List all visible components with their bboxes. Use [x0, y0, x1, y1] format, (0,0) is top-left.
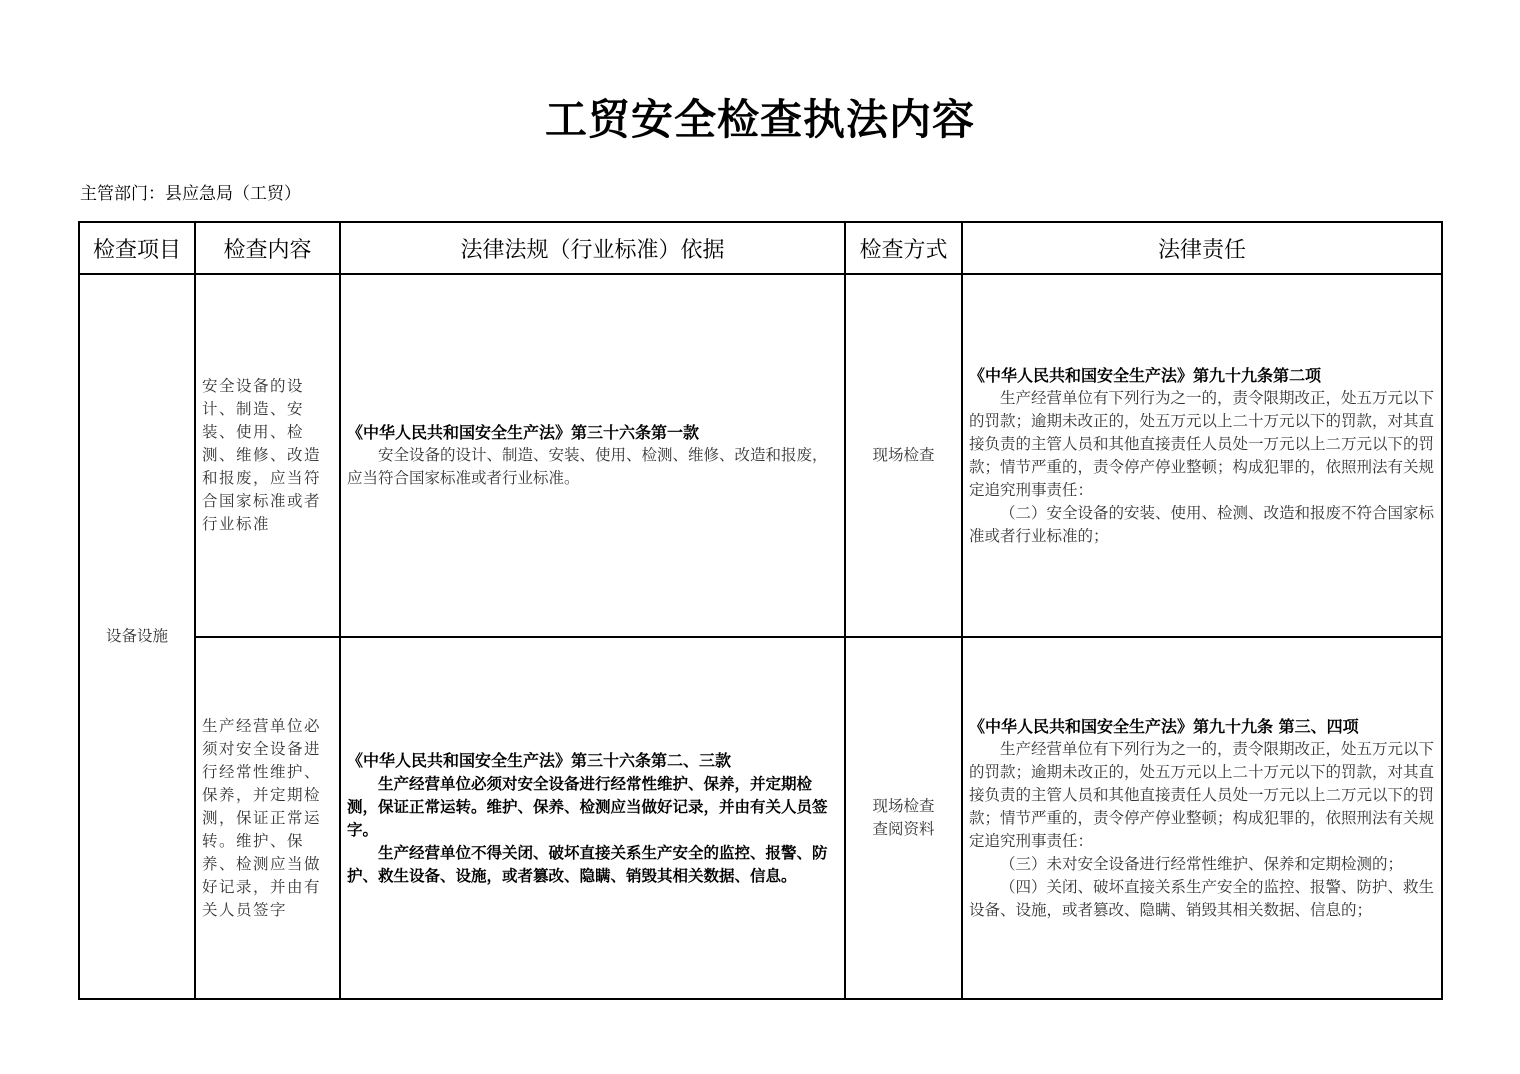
header-basis: 法律法规（行业标准）依据: [340, 222, 845, 274]
header-content: 检查内容: [195, 222, 340, 274]
liability-paragraph: （三）未对安全设备进行经常性维护、保养和定期检测的；: [1000, 854, 1404, 873]
basis-cell: [340, 274, 845, 637]
basis-cell: [340, 637, 845, 999]
header-liability: 法律责任: [962, 222, 1442, 274]
liability-reference: 《中华人民共和国安全生产法》第九十九条 第三、四项: [969, 716, 1359, 736]
liability-cell: [962, 274, 1442, 637]
page-title: 工贸安全检查执法内容: [544, 95, 975, 144]
header-item: 检查项目: [79, 222, 195, 274]
basis-reference: 《中华人民共和国安全生产法》第三十六条第一款: [347, 423, 700, 442]
liability-cell: [962, 637, 1442, 999]
method-cell: [845, 637, 962, 999]
basis-paragraph: 生产经营单位必须对安全设备进行经常性维护、保养，并定期检测，保证正常运转。维护、保养、检测应当做好记录，并由有关人员签字。: [347, 774, 828, 839]
liability-paragraph: （二）安全设备的安装、使用、检测、改造和报废不符合国家标准或者行业标准的；: [969, 503, 1435, 545]
content-cell: 安全设备的设计、制造、安装、使用、检测、维修、改造和报废，应当符合国家标准或者行业标准: [195, 274, 340, 637]
department-label: 主管部门：县应急局（工贸）: [80, 184, 301, 204]
liability-reference: 《中华人民共和国安全生产法》第九十九条第二项: [969, 365, 1322, 385]
method-cell: [845, 274, 962, 637]
basis-paragraph: 安全设备的设计、制造、安装、使用、检测、维修、改造和报废，应当符合国家标准或者行业标准。: [347, 446, 828, 487]
liability-paragraph: 生产经营单位有下列行为之一的，责令限期改正，处五万元以下的罚款；逾期未改正的，处五万元以上二十万元以下的罚款，对其直接负责的主管人员和其他直接责任人员处一万元以上二万元以下的罚款；情节严重的，责令停产停业整顿；构成犯罪的，依照刑法有关规定追究刑事责任：: [969, 388, 1435, 499]
item-cell: 设备设施: [79, 274, 195, 999]
table-header-row: [79, 222, 1442, 274]
method-line: 现场检查: [872, 446, 935, 464]
basis-reference: 《中华人民共和国安全生产法》第三十六条第二、三款: [347, 751, 732, 770]
basis-paragraph: 生产经营单位不得关闭、破坏直接关系生产安全的监控、报警、防护、救生设备、设施，或者篡改、隐瞒、销毁其相关数据、信息。: [347, 843, 828, 885]
header-method: 检查方式: [845, 222, 962, 274]
liability-paragraph: 生产经营单位有下列行为之一的，责令限期改正，处五万元以下的罚款；逾期未改正的，处五万元以上二十万元以下的罚款，对其直接负责的主管人员和其他直接责任人员处一万元以上二万元以下的罚款；情节严重的，责令停产停业整顿；构成犯罪的，依照刑法有关规定追究刑事责任：: [969, 739, 1435, 850]
method-line: 现场检查: [872, 797, 935, 815]
table-row: [79, 637, 1442, 999]
liability-paragraph: （四）关闭、破坏直接关系生产安全的监控、报警、防护、救生设备、设施，或者篡改、隐瞒、销毁其相关数据、信息的；: [969, 877, 1435, 919]
method-line: 查阅资料: [872, 820, 935, 838]
content-cell: 生产经营单位必须对安全设备进行经常性维护、保养，并定期检测，保证正常运转。维护、保养、检测应当做好记录，并由有关人员签字: [195, 637, 340, 999]
table-row: [79, 274, 1442, 637]
inspection-table: [78, 221, 1443, 1000]
